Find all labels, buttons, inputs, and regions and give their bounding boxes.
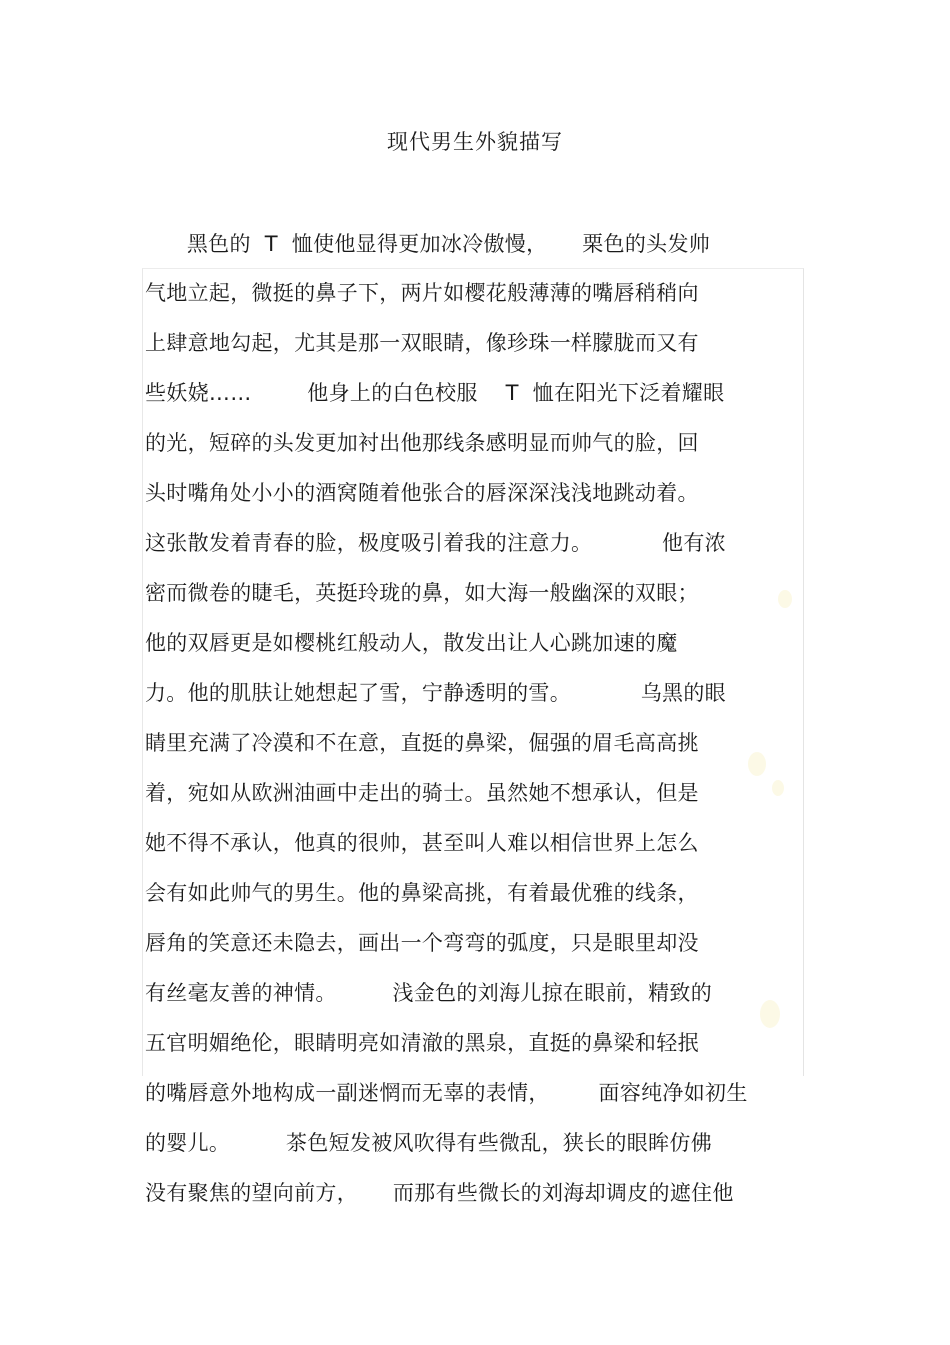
paragraph-line: 她不得不承认，他真的很帅，甚至叫人难以相信世界上怎么 — [145, 831, 699, 855]
paragraph-line: 的嘴唇意外地构成一副迷惘而无辜的表情， 面容纯净如初生 — [145, 1081, 748, 1105]
paragraph-line: 没有聚焦的望向前方， 而那有些微长的刘海却调皮的遮住他 — [145, 1181, 734, 1205]
paragraph-line: 有丝毫友善的神情。 浅金色的刘海儿掠在眼前，精致的 — [145, 981, 712, 1005]
paragraph-line: 着，宛如从欧洲油画中走出的骑士。虽然她不想承认，但是 — [145, 781, 699, 805]
paragraph-line: 些妖娆…… 他身上的白色校服 T 恤在阳光下泛着耀眼 — [145, 381, 725, 405]
paragraph-line: 的光，短碎的头发更加衬出他那线条感明显而帅气的脸，回 — [145, 431, 699, 455]
paragraph-line: 这张散发着青春的脸，极度吸引着我的注意力。 他有浓 — [145, 531, 726, 555]
paragraph-line: 上肆意地勾起，尤其是那一双眼睛，像珍珠一样朦胧而又有 — [145, 331, 699, 355]
paragraph-line: 头时嘴角处小小的酒窝随着他张合的唇深深浅浅地跳动着。 — [145, 481, 699, 505]
paragraph-line: 他的双唇更是如樱桃红般动人，散发出让人心跳加速的魔 — [145, 631, 678, 655]
paragraph-line: 的婴儿。 茶色短发被风吹得有些微乱，狭长的眼眸仿佛 — [145, 1131, 712, 1155]
paragraph-line: 黑色的 T 恤使他显得更加冰冷傲慢， 栗色的头发帅 — [145, 232, 711, 256]
paragraph-line: 气地立起，微挺的鼻子下，两片如樱花般薄薄的嘴唇稍稍向 — [145, 281, 699, 305]
background-speck — [778, 590, 792, 608]
paragraph-line: 唇角的笑意还未隐去，画出一个弯弯的弧度，只是眼里却没 — [145, 931, 699, 955]
paragraph-line: 会有如此帅气的男生。他的鼻梁高挑，有着最优雅的线条， — [145, 881, 699, 905]
document-title: 现代男生外貌描写 — [387, 130, 563, 154]
paragraph-line: 密而微卷的睫毛，英挺玲珑的鼻，如大海一般幽深的双眼； — [145, 581, 699, 605]
background-speck — [760, 1000, 780, 1028]
paragraph-line: 五官明媚绝伦，眼睛明亮如清澈的黑泉，直挺的鼻梁和轻抿 — [145, 1031, 699, 1055]
background-speck — [772, 780, 784, 796]
paragraph-line: 睛里充满了冷漠和不在意，直挺的鼻梁，倔强的眉毛高高挑 — [145, 731, 699, 755]
paragraph-line: 力。他的肌肤让她想起了雪，宁静透明的雪。 乌黑的眼 — [145, 681, 726, 705]
background-speck — [748, 752, 766, 776]
